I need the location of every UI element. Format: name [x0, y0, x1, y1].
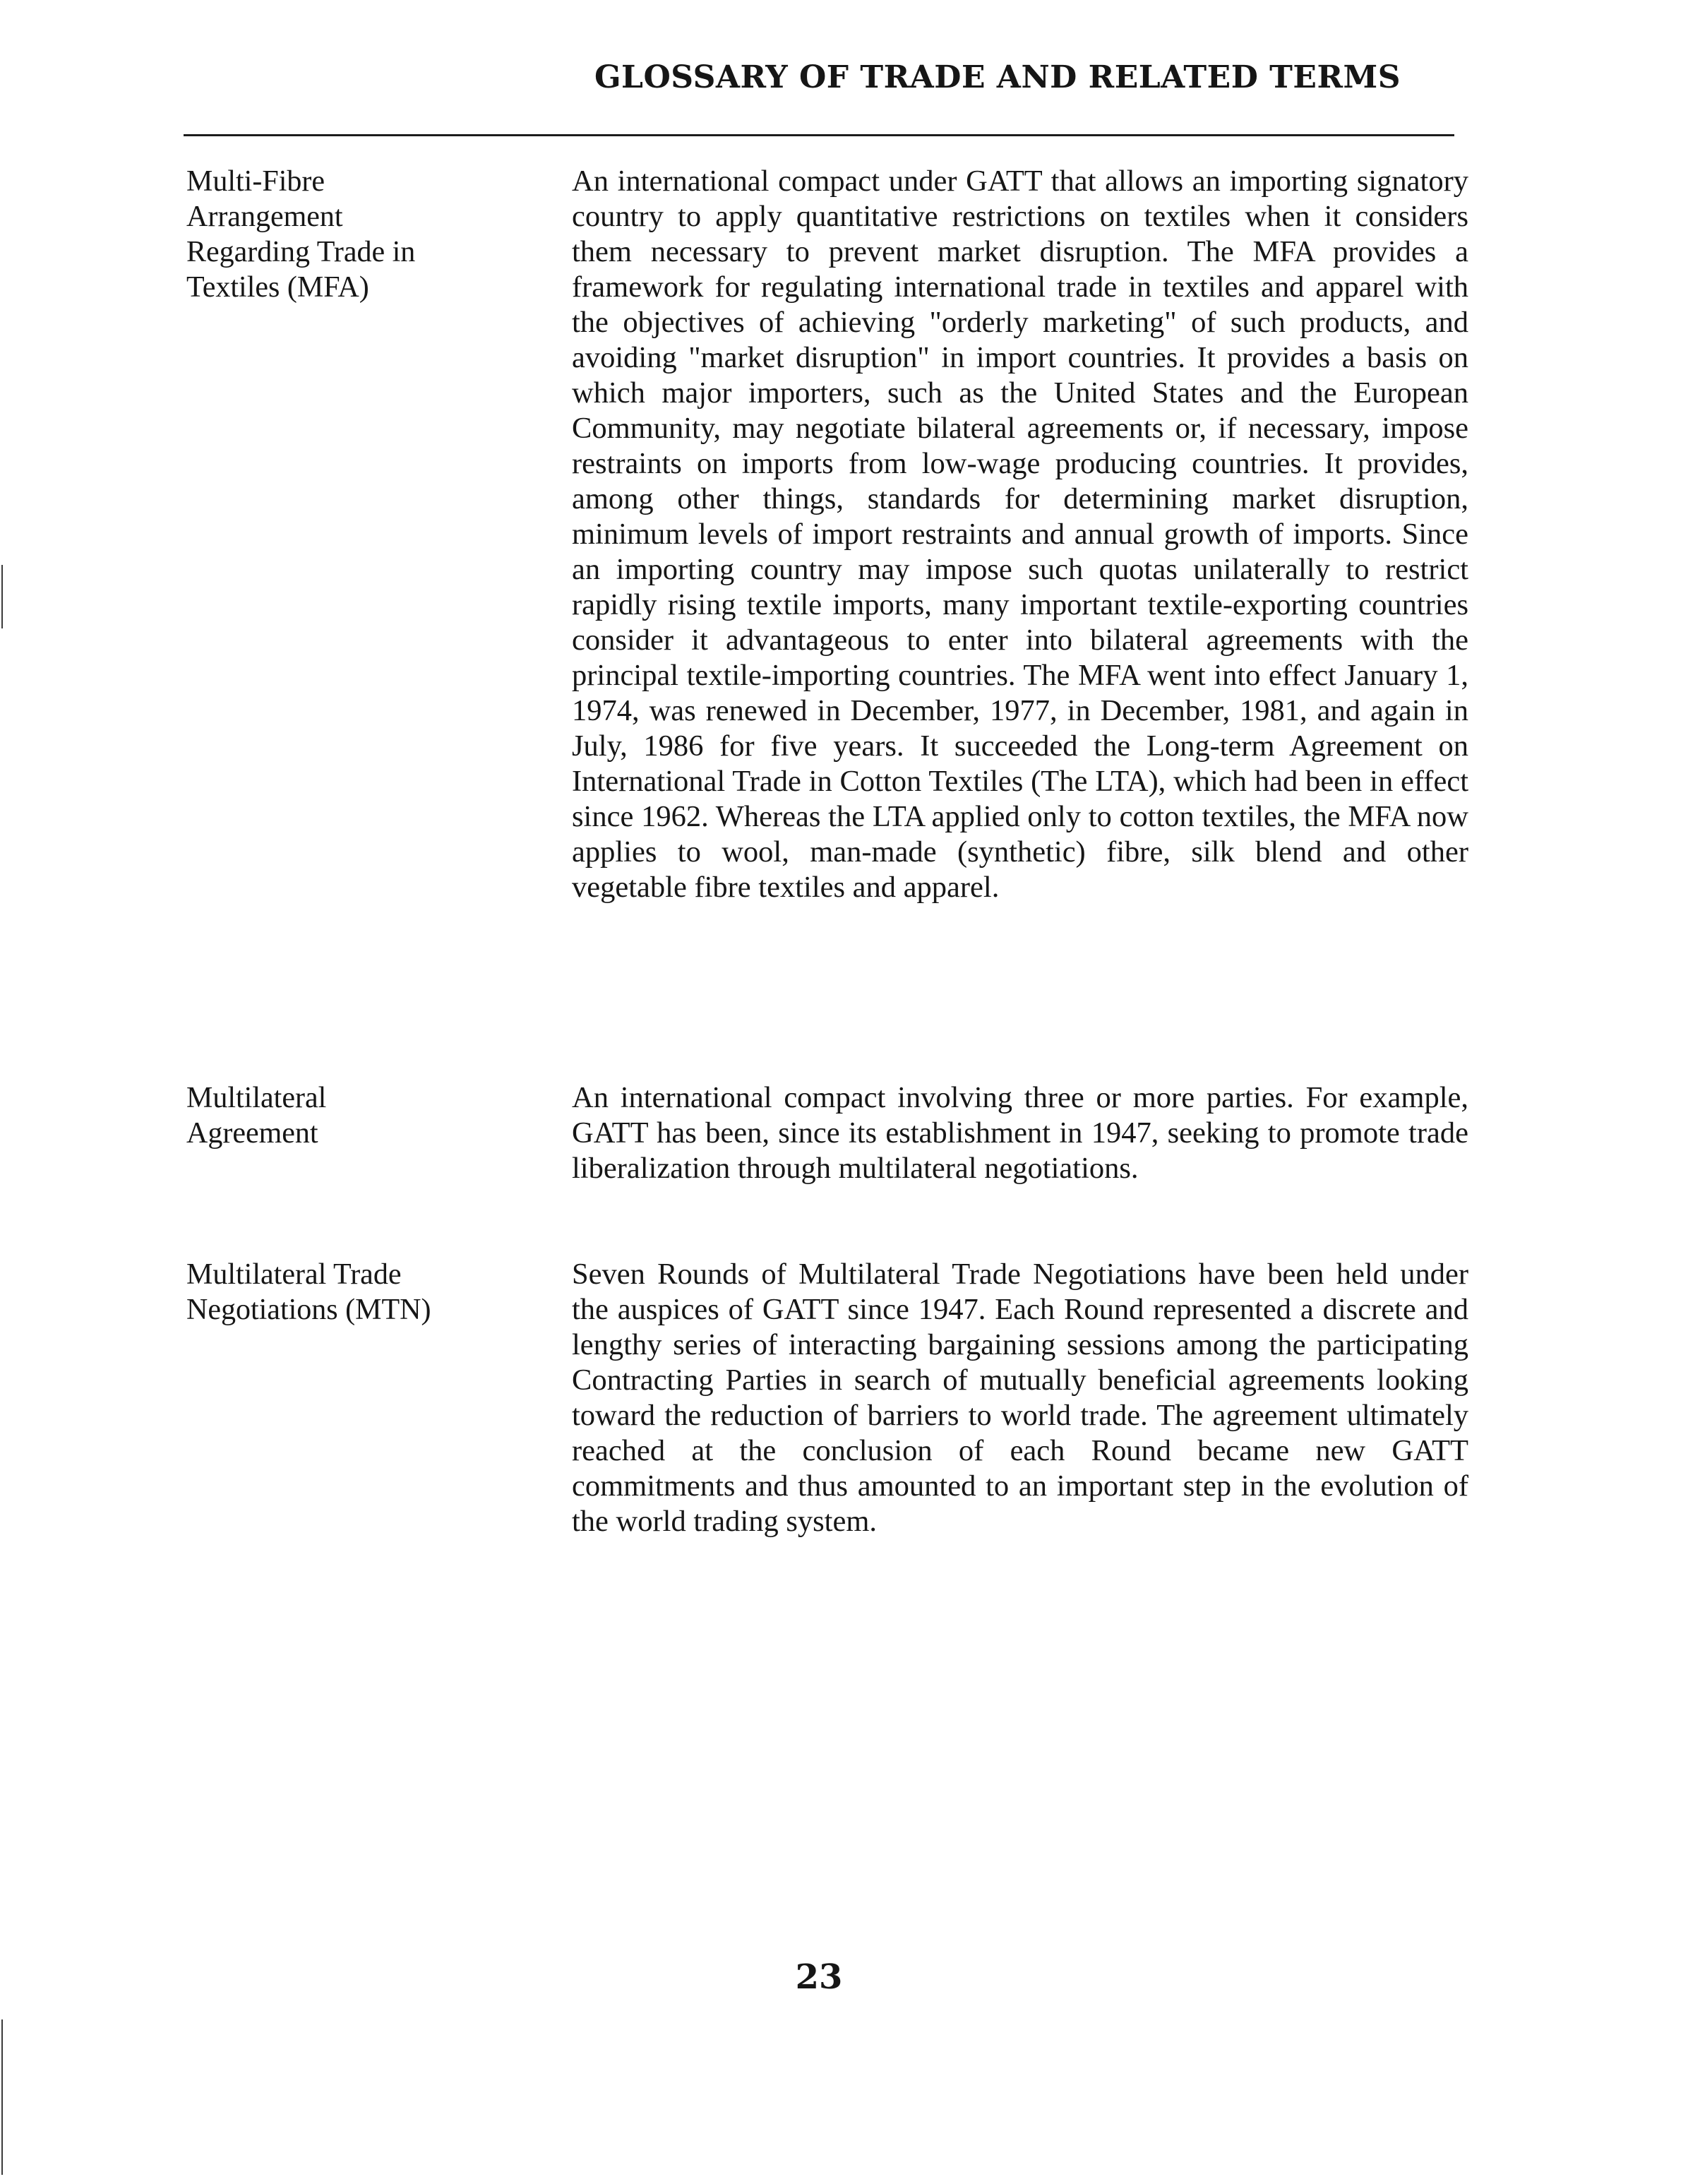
glossary-term	[186, 1257, 497, 1327]
term-line: Negotiations (MTN)	[186, 1294, 431, 1326]
scan-edge-mark	[1, 565, 3, 628]
glossary-definition: An international compact involving three or more parties. For example, GATT has been, since its establishment in 1947, seeking to promote trade liberalization through multilateral negotiations.	[572, 1081, 1468, 1185]
glossary-definition: Seven Rounds of Multilateral Trade Negotiations have been held under the auspices of GATT since 1947. Each Round represented a discrete and lengthy series of interacting bargaining sessions among the participating Contracting Parties in search of mutually beneficial agreements looking toward the reduction of barriers to world trade. The agreement ultimately reached at the conclusion of each Round became new GATT commitments and thus amounted to an important step in the evolution of the world trading system.	[572, 1258, 1468, 1538]
page-title: GLOSSARY OF TRADE AND RELATED TERMS	[594, 59, 1401, 95]
term-line: Multi-Fibre	[186, 165, 325, 198]
glossary-definition: An international compact under GATT that allows an importing signatory country to apply quantitative restrictions on textiles when it considers them necessary to prevent market disruption. The MFA provides a framework for regulating international trade in textiles and apparel with the objectives of achieving "orderly marketing" of such products, and avoiding "market disruption" in import countries. It provides a basis on which major importers, such as the United States and the European Community, may negotiate bilateral agreements or, if necessary, impose restraints on imports from low-wage producing countries. It provides, among other things, standards for determining market disruption, minimum levels of import restraints and annual growth of imports. Since an importing country may impose such quotas unilaterally to restrict rapidly rising textile imports, many important textile-exporting countries consider it advantageous to enter into bilateral agreements with the principal textile-importing countries. The MFA went into effect January 1, 1974, was renewed in December, 1977, in December, 1981, and again in July, 1986 for five years. It succeeded the Long-term Agreement on International Trade in Cotton Textiles (The LTA), which had been in effect since 1962. Whereas the LTA applied only to cotton textiles, the MFA now applies to wool, man-made (synthetic) fibre, silk blend and other vegetable fibre textiles and apparel.	[572, 165, 1468, 904]
term-line: Agreement	[186, 1117, 318, 1150]
term-line: Arrangement	[186, 201, 343, 233]
page-number: 23	[795, 1957, 843, 1997]
term-line: Multilateral	[186, 1082, 327, 1114]
page-header	[184, 56, 1454, 136]
scan-edge-mark	[1, 2019, 3, 2175]
term-line: Multilateral Trade	[186, 1258, 402, 1291]
term-line: Textiles (MFA)	[186, 271, 369, 304]
glossary-term	[186, 164, 497, 305]
glossary-term	[186, 1080, 497, 1151]
term-line: Regarding Trade in	[186, 236, 416, 268]
